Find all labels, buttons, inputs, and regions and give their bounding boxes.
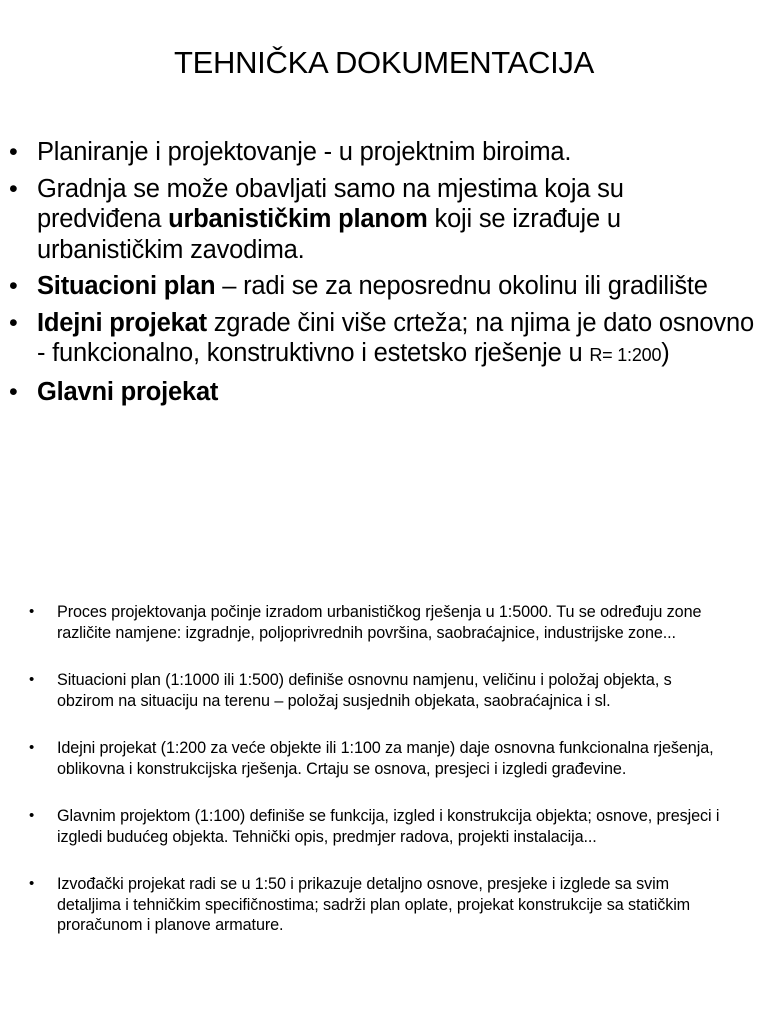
slide-title: TEHNIČKA DOKUMENTACIJA: [174, 45, 594, 80]
main-point-site-plan: [0, 271, 768, 302]
note-text: Proces projektovanja počinje izradom urbanističkog rješenja u 1:5000. Tu se određuju zone različite namjene: izgradnje, poljoprivrednih površina, saobraćajnice, industrijske zone...: [57, 603, 702, 642]
bullet-icon: •: [29, 807, 35, 824]
note-text: Idejni projekat (1:200 za veće objekte ili 1:100 za manje) daje osnovna funkcionalna rješenja, oblikovna i konstrukcijska rješenja. Crtaju se osnova, presjeci i izgledi građevine.: [57, 739, 714, 778]
bullet-icon: •: [29, 603, 35, 620]
bullet-icon: •: [9, 174, 18, 203]
bullet-icon: •: [29, 671, 35, 688]
main-point-text: koji se izrađuje u urbanističkim zavodima.: [37, 205, 621, 264]
main-point-text: Planiranje i projektovanje - u projektnim biroima.: [37, 138, 572, 166]
main-point-text: – radi se za neposrednu okolinu ili gradilište: [215, 272, 708, 300]
main-bullet-list: [0, 137, 768, 413]
bullet-icon: •: [29, 739, 35, 756]
bullet-icon: •: [9, 308, 18, 337]
main-point-planning: [0, 137, 768, 168]
note-item: [0, 874, 768, 936]
bullet-icon: •: [9, 138, 18, 166]
main-point-text: ): [661, 339, 670, 367]
main-point-text: zgrade čini više crteža; na njima je dato osnovno - funkcionalno, konstruktivno i estetsko rješenje u: [37, 308, 754, 367]
note-item: [0, 670, 768, 711]
note-item: [0, 602, 768, 643]
main-point-preliminary-design: [0, 308, 768, 371]
main-point-main-design: [0, 377, 768, 408]
bullet-icon: •: [9, 272, 18, 300]
main-point-bold-term: Glavni projekat: [37, 377, 219, 406]
note-text: Izvođački projekat radi se u 1:50 i prikazuje detaljno osnove, presjeke i izglede sa svim detaljima i tehničkim specifičnostima; sadrži plan oplate, projekat konstrukcije sa statičkim proračunom i planove armature.: [57, 875, 691, 934]
note-item: [0, 738, 768, 779]
note-item: [0, 806, 768, 847]
bullet-icon: •: [9, 377, 18, 406]
scale-label: R= 1:200: [589, 345, 662, 365]
notes-list: [0, 602, 768, 963]
main-point-text: Gradnja se može obavljati samo na mjestima koja su predviđena: [37, 174, 624, 233]
main-point-bold-term: Situacioni plan: [37, 272, 216, 300]
main-point-construction: [0, 174, 768, 266]
main-point-bold-term: urbanističkim planom: [168, 205, 428, 233]
bullet-icon: •: [29, 875, 35, 892]
main-point-bold-term: Idejni projekat: [37, 308, 207, 337]
note-text: Situacioni plan (1:1000 ili 1:500) definiše osnovnu namjenu, veličinu i položaj objekta, s obzirom na situaciju na terenu – položaj susjednih objekata, saobraćajnica i sl.: [57, 671, 672, 710]
note-text: Glavnim projektom (1:100) definiše se funkcija, izgled i konstrukcija objekta; osnove, presjeci i izgledi budućeg objekta. Tehnički opis, predmjer radova, projekti instalacija...: [57, 807, 720, 846]
